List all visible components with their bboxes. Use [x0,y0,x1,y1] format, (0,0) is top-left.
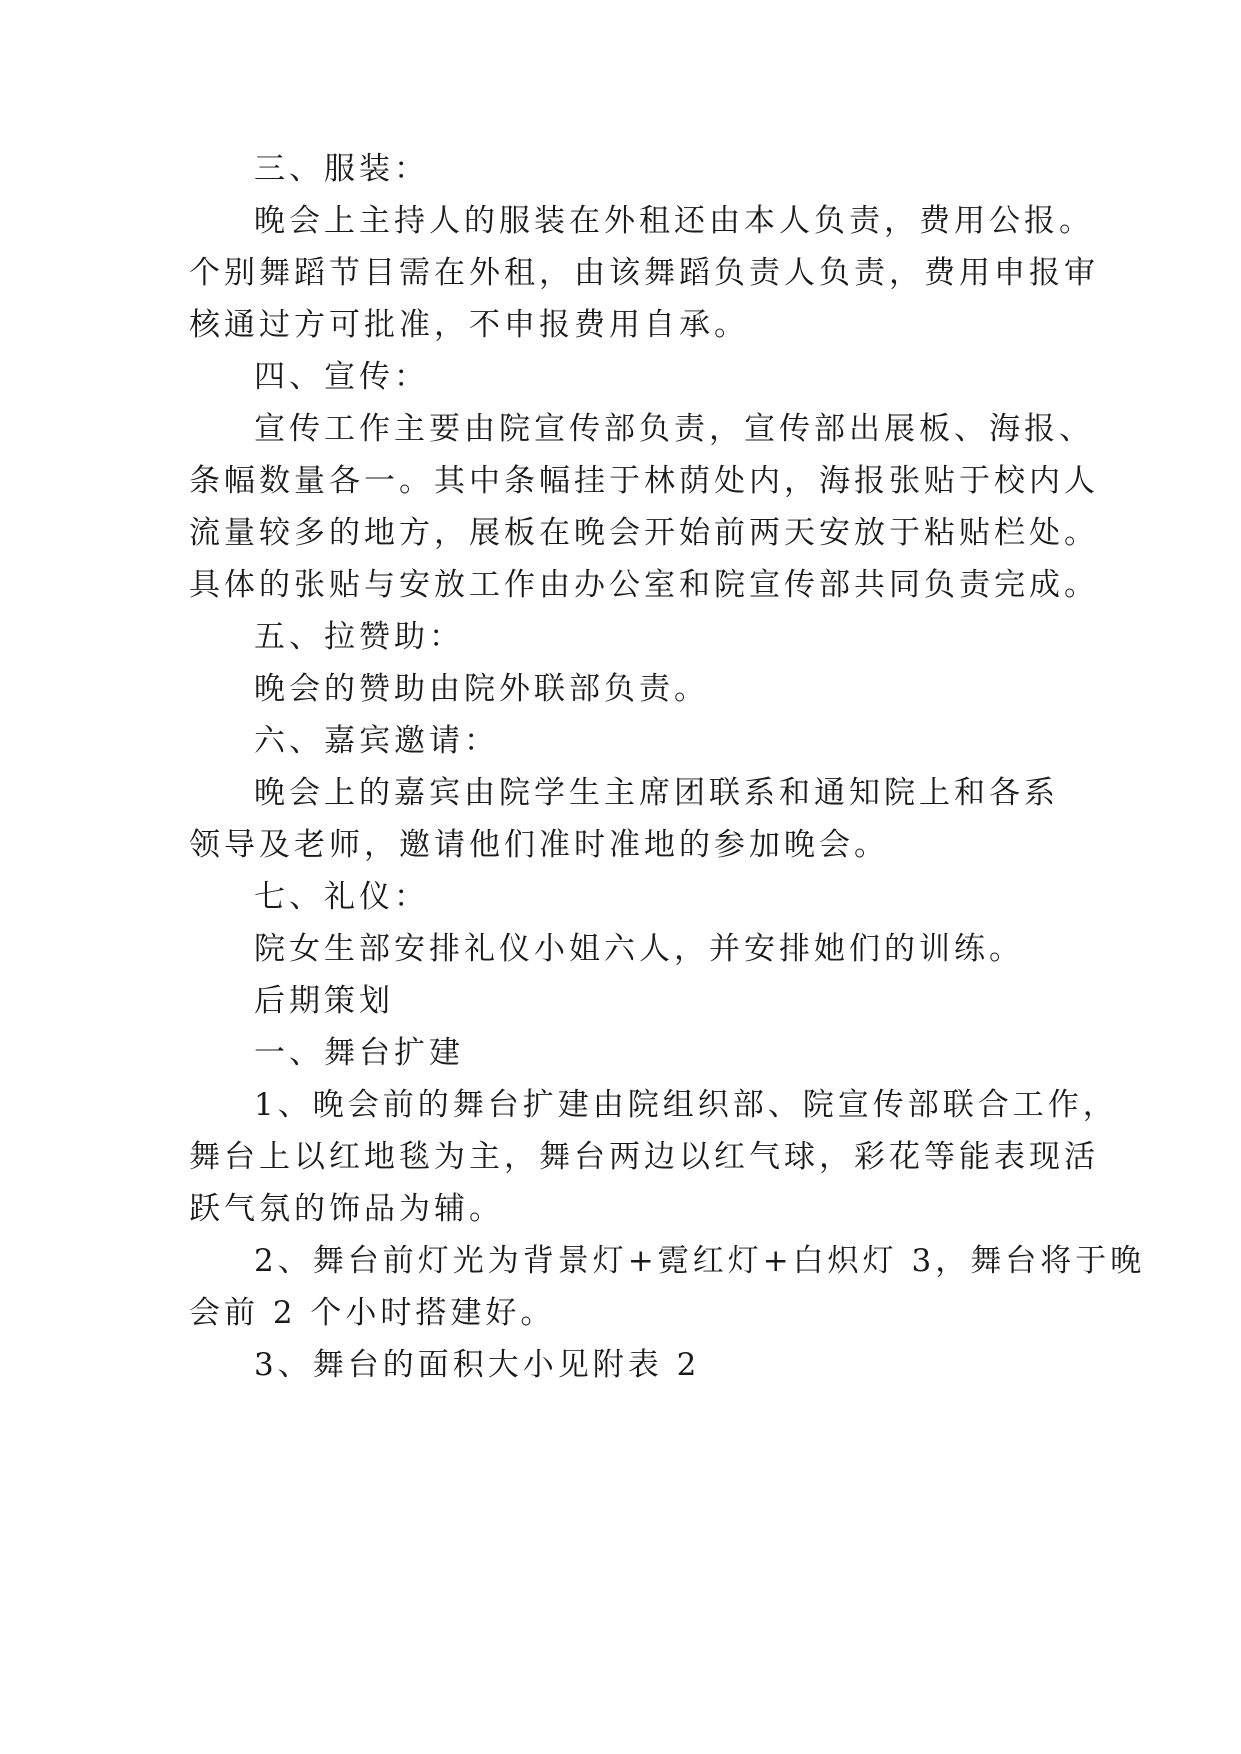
paragraph-line: 宣传工作主要由院宣传部负责，宣传部出展板、海报、 [254,411,1094,447]
paragraph-line: 领导及老师，邀请他们准时准地的参加晚会。 [189,827,889,863]
section-heading-stage: 一、舞台扩建 [254,1035,464,1071]
paragraph-line: 流量较多的地方，展板在晚会开始前两天安放于粘贴栏处。 [189,515,1099,551]
paragraph-line: 晚会上主持人的服装在外租还由本人负责，费用公报。 [254,203,1094,239]
section-heading-publicity: 四、宣传： [254,359,429,395]
paragraph-line: 核通过方可批准，不申报费用自承。 [189,307,749,343]
paragraph-line: 个别舞蹈节目需在外租，由该舞蹈负责人负责，费用申报审 [189,255,1099,291]
paragraph-line: 跃气氛的饰品为辅。 [189,1191,504,1227]
paragraph-line: 院女生部安排礼仪小姐六人，并安排她们的训练。 [254,931,1024,967]
paragraph-line: 晚会的赞助由院外联部负责。 [254,671,709,707]
paragraph-line: 1、晚会前的舞台扩建由院组织部、院宣传部联合工作， [254,1087,1118,1123]
section-heading-costume: 三、服装： [254,151,429,187]
paragraph-line: 条幅数量各一。其中条幅挂于林荫处内，海报张贴于校内人 [189,463,1099,499]
section-heading-post-planning: 后期策划 [254,983,394,1019]
paragraph-line: 会前 2 个小时搭建好。 [189,1295,556,1331]
paragraph-line: 2、舞台前灯光为背景灯+霓红灯+白炽灯 3，舞台将于晚 [254,1243,1146,1279]
section-heading-etiquette: 七、礼仪： [254,879,429,915]
paragraph-line: 具体的张贴与安放工作由办公室和院宣传部共同负责完成。 [189,567,1099,603]
section-heading-guests: 六、嘉宾邀请： [254,723,499,759]
section-heading-sponsorship: 五、拉赞助： [254,619,464,655]
paragraph-line: 舞台上以红地毯为主，舞台两边以红气球，彩花等能表现活 [189,1139,1099,1175]
paragraph-line: 3、舞台的面积大小见附表 2 [254,1347,701,1383]
paragraph-line: 晚会上的嘉宾由院学生主席团联系和通知院上和各系 [254,775,1059,811]
